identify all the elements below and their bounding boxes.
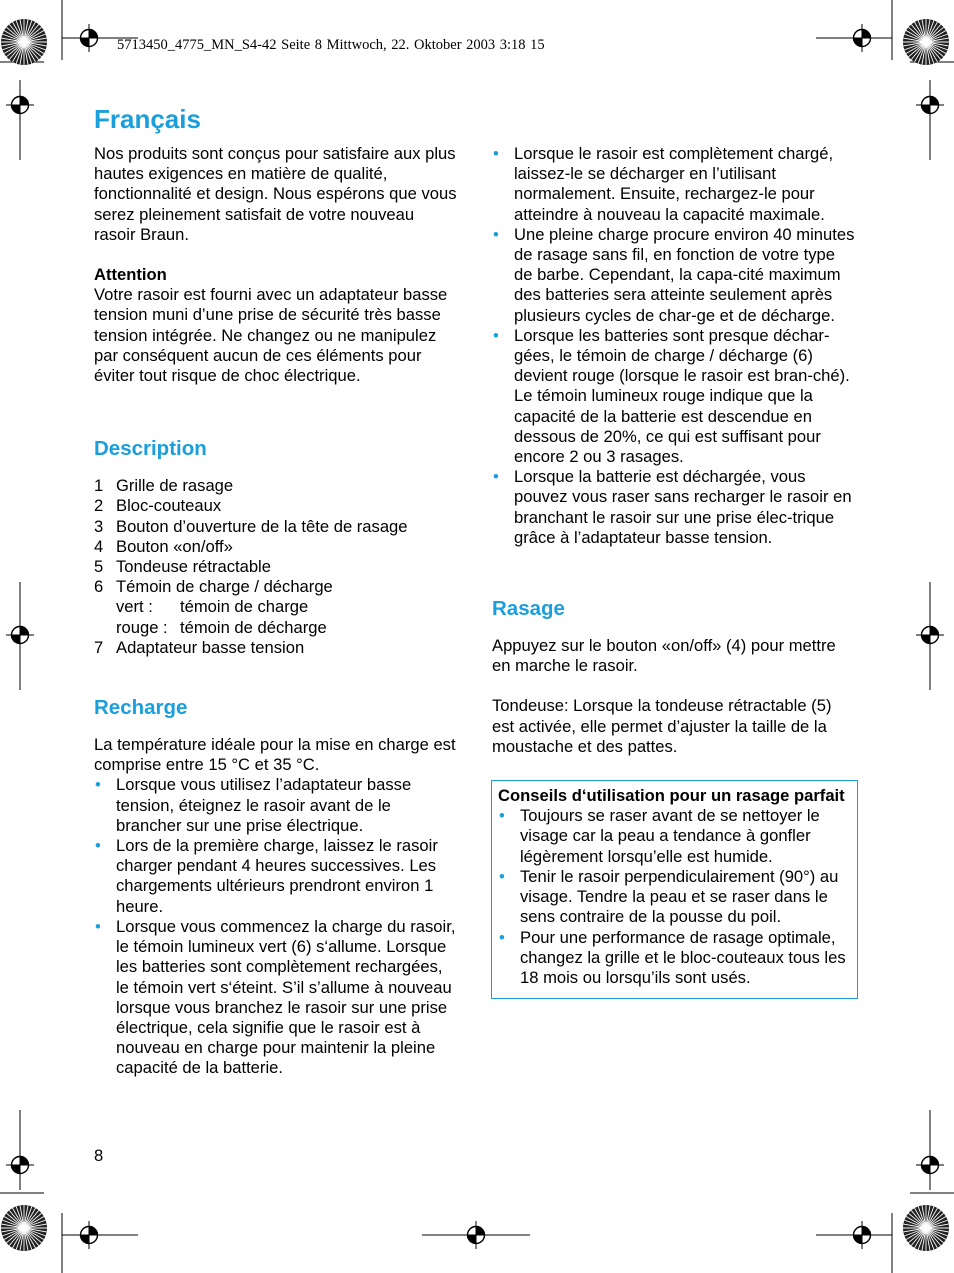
- recharge-heading: Recharge: [94, 696, 188, 720]
- recharge-bullet: • Lors de la première charge, laissez le rasoir charger pendant 4 heures successives. Les chargements ultérieurs prendront environ 1 heure.: [94, 836, 460, 917]
- intro-paragraph: Nos produits sont conçus pour satisfaire aux plus hautes exigences en matière de qualité, fonctionnalité et design. Nous espérons que vous serez pleinement satisfait de votre nouveau rasoir Braun.: [94, 144, 457, 244]
- description-heading: Description: [94, 437, 207, 461]
- description-item: 1 Grille de rasage: [94, 476, 234, 496]
- crosshair-target-icon: [75, 1221, 103, 1249]
- starburst-mark-icon: [1, 19, 47, 65]
- print-slug-header: 5713450_4775_MN_S4-42 Seite 8 Mittwoch, 22. Oktober 2003 3:18 15: [117, 37, 545, 53]
- tips-box: [491, 780, 858, 999]
- description-item: 4 Bouton «on/off»: [94, 536, 233, 556]
- charge-info-list: [492, 144, 858, 548]
- description-item: 3 Bouton d’ouverture de la tête de rasage: [94, 516, 408, 536]
- charge-info-bullet: • Lorsque la batterie est déchargée, vous pouvez vous raser sans recharger le rasoir en branchant le rasoir sur une prise élec-trique grâce à l’adaptateur basse tension.: [492, 467, 858, 548]
- starburst-mark-icon: [903, 1205, 949, 1251]
- crosshair-target-icon: [916, 621, 944, 649]
- indicator-red-row: rouge : témoin de décharge: [116, 617, 327, 637]
- tips-bullet: • Tenir le rasoir perpendiculairement (90°) au visage. Tendre la peau et se raser dans le sens contraire de la pousse du poil.: [498, 867, 847, 928]
- recharge-list: [94, 775, 460, 1078]
- charge-info-bullet: • Lorsque les batteries sont presque déchar-gées, le témoin de charge / décharge (6) devient rouge (lorsque le rasoir est bran-ché). Le témoin lumineux rouge indique que la capacité de la batterie est descendue en dessous de 20%, ce qui est suffisant pour encore 2 ou 3 rasages.: [492, 326, 858, 467]
- recharge-bullet: • Lorsque vous commencez la charge du rasoir, le témoin lumineux vert (6) s‘allume. Lorsque les batteries sont complètement rechargées, le témoin vert s‘éteint. S’il s’allume à nouveau lorsque vous branchez le rasoir sur une prise électrique, cela signifie que le rasoir est à nouveau en charge pour maintenir la pleine capacité de la batterie.: [94, 917, 460, 1079]
- crosshair-target-icon: [75, 24, 103, 52]
- description-item: 6 Témoin de charge / décharge vert : témoin de charge rouge : témoin de décharge: [94, 577, 460, 638]
- recharge-bullet: • Lorsque vous utilisez l’adaptateur basse tension, éteignez le rasoir avant de le brancher sur une prise électrique.: [94, 775, 460, 836]
- crosshair-target-icon: [6, 621, 34, 649]
- tips-bullet: • Pour une performance de rasage optimale, changez la grille et le bloc-couteaux tous les 18 mois ou lorsqu’ils sont usés.: [498, 928, 847, 989]
- attention-heading: Attention: [94, 265, 167, 285]
- indicator-green-row: vert : témoin de charge: [116, 597, 309, 617]
- charge-info-bullet: • Une pleine charge procure environ 40 minutes de rasage sans fil, en fonction de votre type de barbe. Cependant, la capa-cité maximum des batteries sera atteinte seulement après plusieurs cycles de char-ge et de décharge.: [492, 225, 858, 326]
- rasage-heading: Rasage: [492, 597, 565, 621]
- tips-list: [498, 806, 847, 988]
- crosshair-target-icon: [6, 1151, 34, 1179]
- recharge-intro: La température idéale pour la mise en charge est comprise entre 15 °C et 35 °C.: [94, 735, 456, 775]
- starburst-mark-icon: [1, 1205, 47, 1251]
- crosshair-target-icon: [6, 91, 34, 119]
- rasage-paragraph-1: Appuyez sur le bouton «on/off» (4) pour mettre en marche le rasoir.: [492, 636, 836, 676]
- crosshair-target-icon: [916, 1151, 944, 1179]
- crosshair-target-icon: [848, 1221, 876, 1249]
- description-item: 2 Bloc-couteaux: [94, 496, 222, 516]
- left-column: [94, 144, 460, 1079]
- rasage-paragraph-2: Tondeuse: Lorsque la tondeuse rétractable (5) est activée, elle permet d’ajuster la taille de la moustache et des pattes.: [492, 696, 832, 756]
- tips-heading: Conseils d‘utilisation pour un rasage parfait: [498, 786, 845, 806]
- attention-text: Votre rasoir est fourni avec un adaptateur basse tension muni d’une prise de sécurité très basse tension intégrée. Ne changez ou ne manipulez par conséquent aucun de ces éléments pour éviter tout risque de choc électrique.: [94, 285, 448, 386]
- charge-info-bullet: • Lorsque le rasoir est complètement chargé, laissez-le se décharger en l’utilisant normalement. Ensuite, rechargez-le pour atteindre à nouveau la capacité maximale.: [492, 144, 858, 225]
- page-number: 8: [94, 1146, 104, 1165]
- crosshair-target-icon: [848, 24, 876, 52]
- page-title: Français: [94, 104, 201, 134]
- right-column: [492, 144, 858, 999]
- description-item: 5 Tondeuse rétractable: [94, 557, 271, 577]
- starburst-mark-icon: [903, 19, 949, 65]
- crosshair-target-icon: [916, 91, 944, 119]
- description-item: 7 Adaptateur basse tension: [94, 637, 305, 657]
- tips-bullet: • Toujours se raser avant de se nettoyer le visage car la peau a tendance à gonfler légèrement lorsqu’elle est humide.: [498, 806, 847, 867]
- crosshair-target-icon: [462, 1221, 490, 1249]
- description-list: [94, 476, 460, 658]
